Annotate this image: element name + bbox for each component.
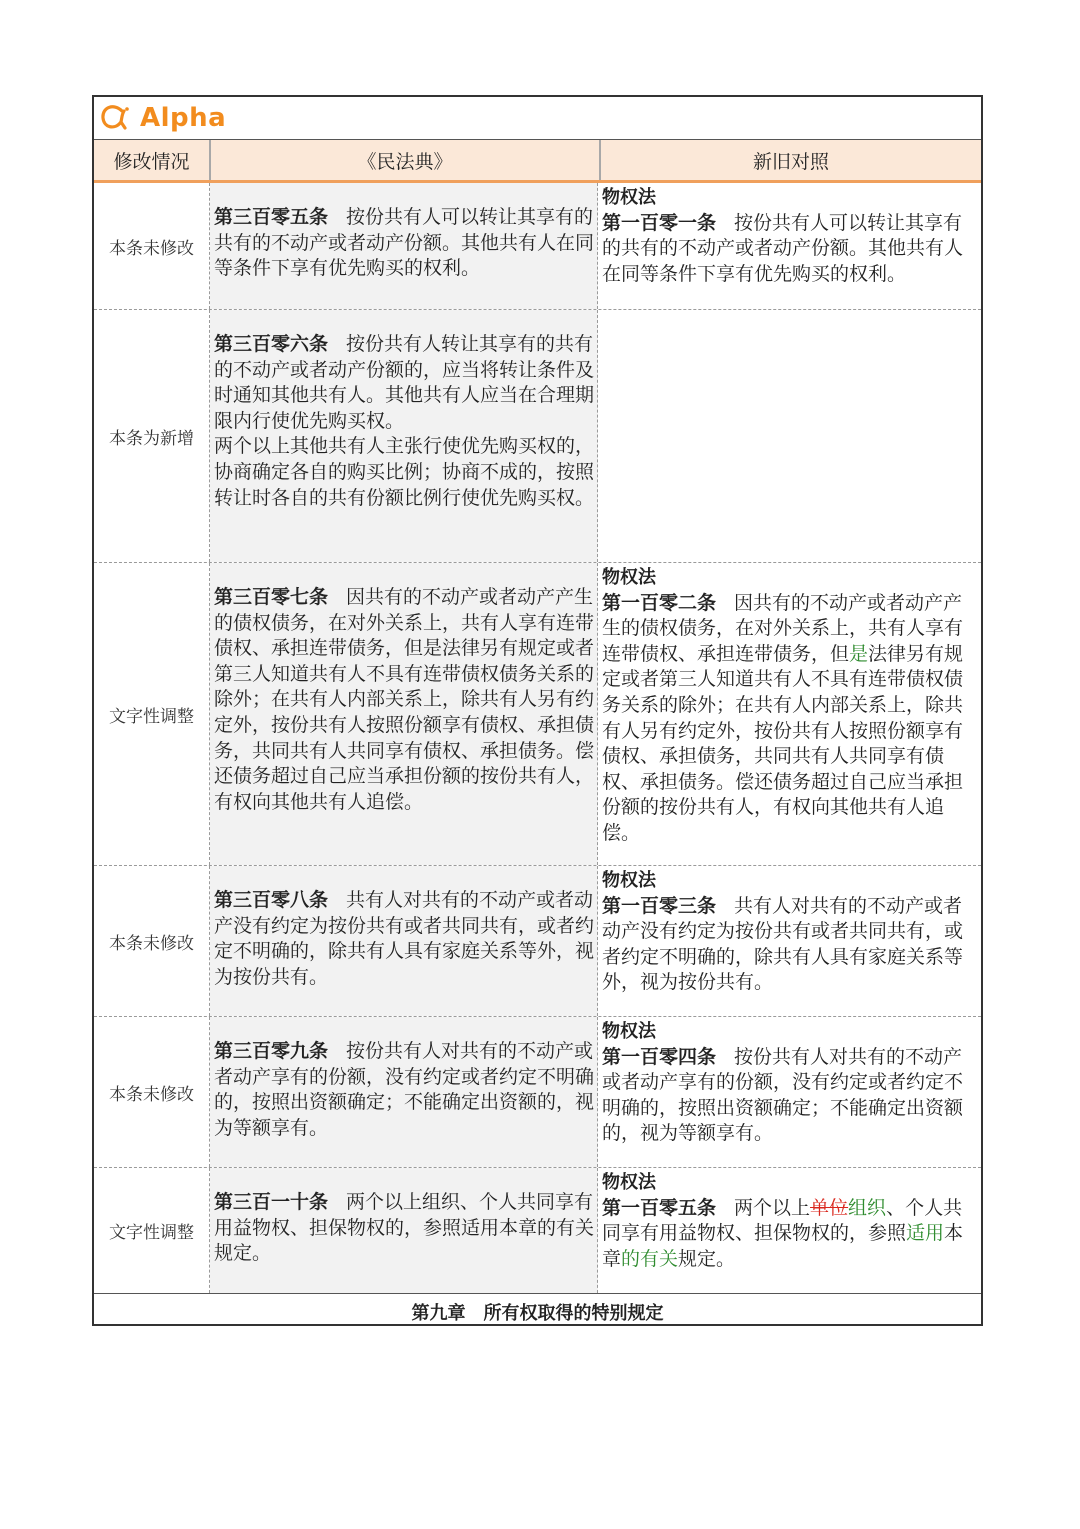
- civil-code-cell: [210, 1168, 598, 1293]
- brand-bar: [94, 97, 981, 140]
- table-row: [94, 1168, 981, 1294]
- civil-article-number: 第三百零七条: [214, 586, 329, 608]
- civil-article-text: 第三百零七条 因共有的不动产或者动产产生的债权债务，在对外关系上，共有人享有连带债权、承担连带债务，但是法律另有规定或者第三人知道共有人不具有连带债权债务关系的除外；在共有人内部关系上，除共有人另有约定外，按份共有人按照份额享有债权、承担债务，共同共有人共同享有债权、承担债务。偿还债务超过自己应当承担份额的按份共有人，有权向其他共有人追偿。: [214, 586, 595, 813]
- old-article-number: 第一百零五条: [602, 1196, 717, 1219]
- header-status: 修改情况: [94, 140, 211, 180]
- civil-article-text: 第三百零八条 共有人对共有的不动产或者动产没有约定为按份共有或者共同共有，或者约定不明确的，除共有人具有家庭关系等外，视为按份共有。: [214, 889, 595, 988]
- old-law-cell: [598, 563, 981, 865]
- old-article-text: 第一百零四条 按份共有人对共有的不动产或者动产享有的份额，没有约定或者约定不明确的，按照出资额确定；不能确定出资额的，视为等额享有。: [602, 1045, 964, 1145]
- row-status: 文字性调整: [94, 563, 210, 865]
- old-law-cell: [598, 1017, 981, 1167]
- old-law-name: 物权法: [602, 870, 656, 891]
- added-text: 适用: [906, 1222, 945, 1245]
- civil-article-number: 第三百零六条: [214, 333, 329, 355]
- civil-code-cell: [210, 183, 598, 309]
- table-header: [94, 140, 981, 183]
- old-law-cell: [598, 866, 981, 1016]
- civil-code-cell: [210, 563, 598, 865]
- deleted-text: 单位: [810, 1196, 849, 1219]
- row-status: 本条未修改: [94, 866, 210, 1016]
- alpha-logo-icon: [100, 103, 130, 133]
- old-article-text: 第一百零二条 因共有的不动产或者动产产生的债权债务，在对外关系上，共有人享有连带债权、承担连带债务，但是法律另有规定或者第三人知道共有人不具有连带债权债务关系的除外；在共有人内部关系上，除共有人另有约定外，按份共有人按照份额享有债权、承担债务，共同共有人共同享有债权、承担债务。偿还债务超过自己应当承担份额的按份共有人，有权向其他共有人追偿。: [602, 591, 964, 844]
- civil-article-text: 第三百一十条 两个以上组织、个人共同享有用益物权、担保物权的，参照适用本章的有关规定。: [214, 1191, 595, 1265]
- old-article-number: 第一百零二条: [602, 591, 717, 614]
- old-law-cell-empty: [598, 310, 981, 562]
- row-status: 文字性调整: [94, 1168, 210, 1293]
- civil-article-number: 第三百一十条: [214, 1191, 329, 1213]
- civil-code-cell: [210, 1017, 598, 1167]
- row-status: 本条为新增: [94, 310, 210, 562]
- old-law-name: 物权法: [602, 567, 656, 588]
- civil-article-number: 第三百零九条: [214, 1040, 329, 1062]
- civil-article-paragraph: 两个以上其他共有人主张行使优先购买权的，协商确定各自的购买比例；协商不成的，按照转让时各自的共有份额比例行使优先购买权。: [214, 435, 595, 509]
- civil-article-text: 第三百零五条 按份共有人可以转让其享有的共有的不动产或者动产份额。其他共有人在同等条件下享有优先购买的权利。: [214, 206, 595, 280]
- table-row: [94, 310, 981, 563]
- added-text: 的有关: [621, 1247, 679, 1270]
- comparison-table: [92, 95, 983, 1326]
- table-row: [94, 866, 981, 1017]
- civil-code-cell: [210, 866, 598, 1016]
- brand-name: Alpha: [140, 103, 227, 133]
- civil-article-text: 第三百零六条 按份共有人转让其享有的共有的不动产或者动产份额的，应当将转让条件及时通知其他共有人。其他共有人应当在合理期限内行使优先购买权。: [214, 333, 595, 432]
- row-status: 本条未修改: [94, 1017, 210, 1167]
- civil-article-number: 第三百零五条: [214, 206, 329, 228]
- table-row: [94, 183, 981, 310]
- old-article-text: 第一百零三条 共有人对共有的不动产或者动产没有约定为按份共有或者共同共有，或者约定不明确的，除共有人具有家庭关系等外，视为按份共有。: [602, 894, 964, 994]
- old-law-name: 物权法: [602, 1021, 656, 1042]
- added-text: 是: [849, 642, 869, 665]
- civil-article-number: 第三百零八条: [214, 889, 329, 911]
- old-article-number: 第一百零一条: [602, 211, 717, 234]
- old-article-number: 第一百零四条: [602, 1045, 717, 1068]
- old-law-cell: [598, 183, 981, 309]
- table-row: [94, 563, 981, 866]
- old-article-text: 第一百零一条 按份共有人可以转让其享有的共有的不动产或者动产份额。其他共有人在同等条件下享有优先购买的权利。: [602, 211, 964, 285]
- chapter-heading: 第九章 所有权取得的特别规定: [411, 1303, 664, 1324]
- old-article-number: 第一百零三条: [602, 894, 717, 917]
- old-law-cell: [598, 1168, 981, 1293]
- table-row: [94, 1017, 981, 1168]
- civil-code-cell: [210, 310, 598, 562]
- old-law-name: 物权法: [602, 1172, 656, 1193]
- header-comparison: 新旧对照: [752, 150, 829, 173]
- old-law-name: 物权法: [602, 187, 656, 208]
- old-article-text: 第一百零五条 两个以上单位组织、个人共同享有用益物权、担保物权的，参照适用本章的有关规定。: [602, 1196, 964, 1270]
- row-status: 本条未修改: [94, 183, 210, 309]
- added-text: 组织: [848, 1196, 887, 1219]
- civil-article-text: 第三百零九条 按份共有人对共有的不动产或者动产享有的份额，没有约定或者约定不明确的，按照出资额确定；不能确定出资额的，视为等额享有。: [214, 1040, 595, 1139]
- header-civil-code: 《民法典》: [211, 140, 601, 180]
